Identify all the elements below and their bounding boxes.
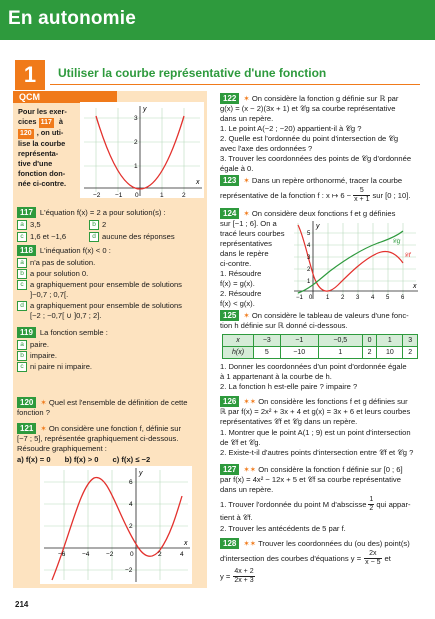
q121: 121 ✶ On considère une fonction f, définie sur [−7 ; 5], représentée graphiquement ci-dessous. Résoudre graphiquement : a) f(x) = 0 b) f(x) > 0 c) f(x) ≤ −2 — [17, 424, 181, 464]
qcm-parabola-graph — [80, 102, 204, 198]
q117: 117 L'équation f(x) = 2 a pour solution(s) : a 3,5 b 2 c 1,6 et −1,6 d aucune des réponses — [17, 207, 205, 242]
g2-ytick: −2 — [125, 567, 133, 574]
g3-xtick: 3 — [356, 295, 360, 301]
g2-ylabel: y — [139, 470, 143, 477]
g3-cf-label: 𝒞f — [404, 252, 411, 259]
q125-questions: 1. Donner les coordonnées d'un point d'ordonnée égale à 1 appartenant à la courbe de h. 2. La fonction h est-elle paire ? impaire ? — [220, 362, 407, 391]
q119: 119 La fonction semble : a paire. b impaire. c ni paire ni impaire. — [17, 327, 205, 372]
g3-xtick: 2 — [341, 295, 345, 301]
g1-ytick: 1 — [134, 163, 138, 170]
g3-xtick: 5 — [386, 295, 390, 301]
page-number: 214 — [15, 600, 29, 609]
section-title: Utiliser la courbe représentative d'une fonction — [58, 66, 327, 80]
g2-xlabel: x — [184, 540, 188, 547]
g2-ytick: 6 — [129, 479, 133, 486]
g3-ytick: 3 — [307, 255, 311, 261]
q124: 124 ✶ On considère deux fonctions f et g définies sur [−1 ; 6]. On a tracé leurs courbes représentatives dans le repère ci-contre. 1. Résoudre f(x) = g(x). 2. Résoudre f(x) < g(x). — [220, 209, 396, 308]
g2-xtick: −6 — [58, 551, 66, 558]
g1-xtick: 0 — [135, 192, 139, 198]
g3-xlabel: x — [413, 283, 417, 290]
g2-xtick: 2 — [158, 551, 162, 558]
g3-xtick: 1 — [326, 295, 330, 301]
g2-xtick: −4 — [82, 551, 90, 558]
g3-ytick: 2 — [307, 267, 311, 273]
g1-xtick: 2 — [182, 192, 186, 198]
q121-cubic-graph — [40, 466, 192, 584]
g3-xtick: 0 — [309, 295, 313, 301]
q125-value-table: x −3 −1 −0,5 0 1 3 h(x) 5 −10 1 2 10 2 — [222, 334, 418, 359]
q127: 127 ✶✶ On considère la fonction f définie sur [0 ; 6] par f(x) = 4x² − 12x + 5 et 𝒞f sa courbe représentative dans un repère. 1. Trouver l'ordonnée du point M d'abscisse 1 2 qui appar- tient à 𝒞f. 2. Trouver les antécédents de 5 par f. — [220, 465, 411, 533]
g1-xtick: −2 — [93, 192, 101, 198]
g3-ytick: 5 — [307, 231, 311, 237]
g3-ytick: 4 — [307, 243, 311, 249]
g1-ytick: 2 — [134, 139, 138, 146]
section-number: 1 — [15, 60, 45, 90]
g3-ytick: 1 — [307, 279, 311, 285]
g3-xtick: −1 — [296, 295, 303, 301]
chapter-title: En autonomie — [8, 8, 137, 29]
g3-xtick: 4 — [371, 295, 375, 301]
g1-xtick: −1 — [115, 192, 123, 198]
g3-ylabel: y — [316, 223, 320, 230]
g2-ytick: 4 — [129, 501, 133, 508]
g1-xlabel: x — [196, 179, 200, 186]
g2-xtick: 0 — [130, 551, 134, 558]
q125: 125 ✶ On considère le tableau de valeurs d'une fonc- tion h définie sur ℝ donné ci-dessous. — [220, 311, 409, 330]
g1-ytick: 3 — [134, 115, 138, 122]
q122: 122 ✶ On considère la fonction g définie sur ℝ par g(x) = (x − 2)(3x + 1) et 𝒞g sa courbe représentative dans un repère. 1. Le point A(−2 ; −20) appartient-il à 𝒞g ? 2. Quelle est l'ordonnée du point d'intersection de 𝒞g avec l'axe des ordonnées ? 3. Trouver les coordonnées des points de 𝒞g d'ordonnée égale à 0. — [220, 94, 412, 173]
qcm-intro: Pour les exer- cices 117 à 120 , on uti- lise la courbe représenta- tive d'une fonction don- née ci-contre. — [18, 107, 67, 188]
q128: 128 ✶✶ Trouver les coordonnées du (ou des) point(s) d'intersection des courbes d'équations y = $\frac{2x}{x - 5}$ et y = $\frac{4x + 2}{2x + 3}$ — [220, 539, 410, 584]
g3-xtick: 6 — [401, 295, 405, 301]
section-rule — [50, 84, 420, 85]
g2-xtick: 4 — [180, 551, 184, 558]
g3-cg-label: 𝒞g — [392, 238, 401, 245]
g2-xtick: −2 — [106, 551, 114, 558]
q126: 126 ✶✶ On considère les fonctions f et g définies sur ℝ par f(x) = 2x² + 3x + 4 et g(x) = 3x + 6 et leurs courbes représentatives 𝒞f et 𝒞g dans un repère. 1. Montrer que le point A(1 ; 9) est un point d'intersection de 𝒞f et 𝒞g. 2. Existe-t-il d'autres points d'intersection entre 𝒞f et 𝒞g ? — [220, 397, 414, 457]
q120: 120 ✶ Quel est l'ensemble de définition de cette fonction ? — [17, 398, 188, 417]
g1-ylabel: y — [143, 106, 147, 113]
qcm-label: QCM — [19, 92, 40, 102]
g1-xtick: 1 — [160, 192, 164, 198]
g2-ytick: 2 — [129, 523, 133, 530]
q124-graph — [290, 219, 420, 301]
q123: 123 ✶ Dans un repère orthonormé, tracer la courbe représentative de la fonction f : x ↦ 6 − $\frac{5}{x + 1}$ sur [0 ; 10]. — [220, 176, 411, 203]
q118: 118 L'inéquation f(x) < 0 : a n'a pas de solution. b a pour solution 0. c a graphiquement pour ensemble de solutions ]−0,7 ; 0,7[. d a graphiquement pour ensemble de solutions [−2 ; −0,7[ ∪ ]0,7 ; 2]. — [17, 245, 205, 321]
